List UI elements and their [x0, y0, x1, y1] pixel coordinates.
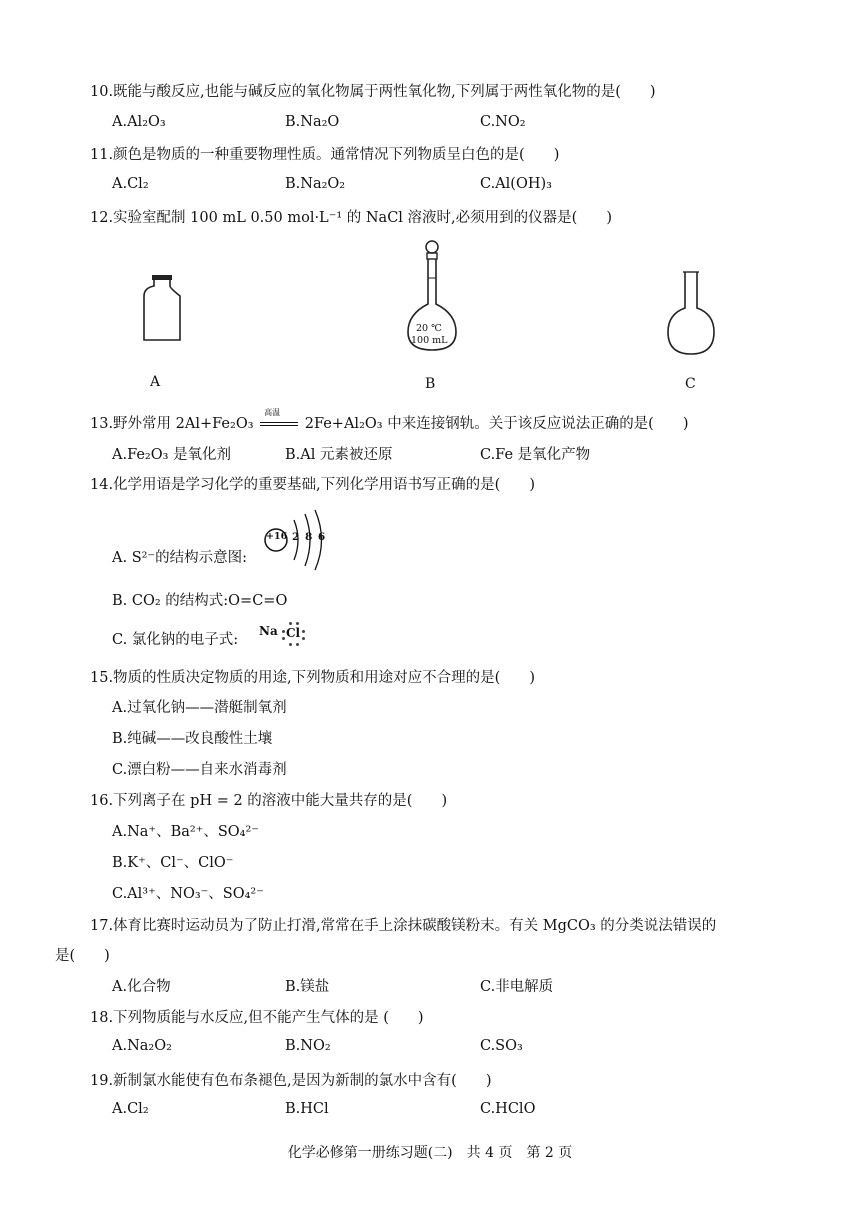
- question-17-option-b: B.镁盐: [285, 979, 330, 995]
- reaction-arrow: [260, 408, 298, 432]
- question-16-option-b: B.K⁺、Cl⁻、ClO⁻: [112, 855, 234, 871]
- question-14-stem: 14.化学用语是学习化学的重要基础,下列化学用语书写正确的是( ): [90, 477, 535, 493]
- electron-dot: [289, 643, 292, 646]
- question-11-option-c: C.Al(OH)₃: [480, 176, 552, 192]
- question-16-stem: 16.下列离子在 pH = 2 的溶液中能大量共存的是( ): [90, 793, 448, 809]
- electron-dot: [289, 622, 292, 625]
- electron-dot: [302, 630, 305, 633]
- question-13-stem: [90, 408, 689, 433]
- apparatus-label-c: C: [685, 376, 696, 392]
- question-15-stem: 15.物质的性质决定物质的用途,下列物质和用途对应不合理的是( ): [90, 670, 535, 686]
- apparatus-label-b: B: [425, 376, 436, 392]
- question-15-option-c: C.漂白粉——自来水消毒剂: [112, 762, 287, 778]
- question-13-option-b: B.Al 元素被还原: [285, 447, 393, 463]
- question-16-option-c: C.Al³⁺、NO₃⁻、SO₄²⁻: [112, 886, 264, 902]
- question-18-option-c: C.SO₃: [480, 1038, 523, 1054]
- apparatus-label-a: A: [150, 374, 161, 390]
- reagent-bottle-diagram: [138, 272, 186, 344]
- question-13-option-a: A.Fe₂O₃ 是氧化剂: [112, 447, 232, 463]
- question-12-stem: 12.实验室配制 100 mL 0.50 mol·L⁻¹ 的 NaCl 溶液时,必须用到的仪器是( ): [90, 210, 612, 226]
- question-14-option-a: A. S²⁻的结构示意图:: [112, 550, 247, 566]
- question-19-option-b: B.HCl: [285, 1101, 329, 1117]
- question-13-stem-after: 2Fe+Al₂O₃ 中来连接钢轨。关于该反应说法正确的是( ): [304, 416, 689, 432]
- electron-dot: [282, 630, 285, 633]
- question-17-option-c: C.非电解质: [480, 979, 554, 995]
- question-14-option-c: C. 氯化钠的电子式:: [112, 632, 239, 648]
- question-10-option-a: A.Al₂O₃: [112, 114, 166, 130]
- sodium-symbol: Na: [259, 624, 278, 638]
- question-11-option-b: B.Na₂O₂: [285, 176, 346, 192]
- question-19-stem: 19.新制氯水能使有色布条褪色,是因为新制的氯水中含有( ): [90, 1073, 492, 1089]
- question-15-option-a: A.过氧化钠——潜艇制氧剂: [112, 700, 287, 716]
- reaction-condition: 高温: [264, 408, 281, 417]
- nucleus-charge: +16: [266, 531, 288, 542]
- question-18-stem: 18.下列物质能与水反应,但不能产生气体的是 ( ): [90, 1010, 424, 1026]
- question-14-option-b: B. CO₂ 的结构式:O=C=O: [112, 593, 288, 609]
- question-10-option-b: B.Na₂O: [285, 114, 340, 130]
- electron-dot: [296, 643, 299, 646]
- question-17-option-a: A.化合物: [112, 979, 171, 995]
- question-11-option-a: A.Cl₂: [112, 176, 149, 192]
- chlorine-symbol: Cl: [286, 626, 301, 640]
- electron-shells: 2 8 6: [292, 531, 327, 543]
- round-bottom-flask-diagram: [664, 270, 718, 358]
- question-19-option-a: A.Cl₂: [112, 1101, 149, 1117]
- flask-volume-label: 100 mL: [411, 335, 448, 346]
- question-17-stem: 17.体育比赛时运动员为了防止打滑,常常在手上涂抹碳酸镁粉末。有关 MgCO₃ 的分类说法错误的: [90, 918, 717, 934]
- page-footer: 化学必修第一册练习题(二) 共 4 页 第 2 页: [287, 1145, 573, 1161]
- question-18-option-b: B.NO₂: [285, 1038, 331, 1054]
- question-10-option-c: C.NO₂: [480, 114, 526, 130]
- question-17-stem-continued: 是( ): [55, 948, 110, 964]
- question-13-stem-before: 13.野外常用 2Al+Fe₂O₃: [90, 416, 254, 432]
- question-10-stem: 10.既能与酸反应,也能与碱反应的氧化物属于两性氧化物,下列属于两性氧化物的是( ): [90, 84, 656, 100]
- electron-dot: [282, 637, 285, 640]
- question-13-option-c: C.Fe 是氧化产物: [480, 447, 591, 463]
- electron-dot: [296, 622, 299, 625]
- flask-temperature-label: 20 ℃: [416, 323, 442, 334]
- question-16-option-a: A.Na⁺、Ba²⁺、SO₄²⁻: [112, 824, 259, 840]
- electron-dot: [302, 637, 305, 640]
- question-19-option-c: C.HClO: [480, 1101, 536, 1117]
- question-15-option-b: B.纯碱——改良酸性土壤: [112, 731, 273, 747]
- question-11-stem: 11.颜色是物质的一种重要物理性质。通常情况下列物质呈白色的是( ): [90, 147, 560, 163]
- question-18-option-a: A.Na₂O₂: [112, 1038, 172, 1054]
